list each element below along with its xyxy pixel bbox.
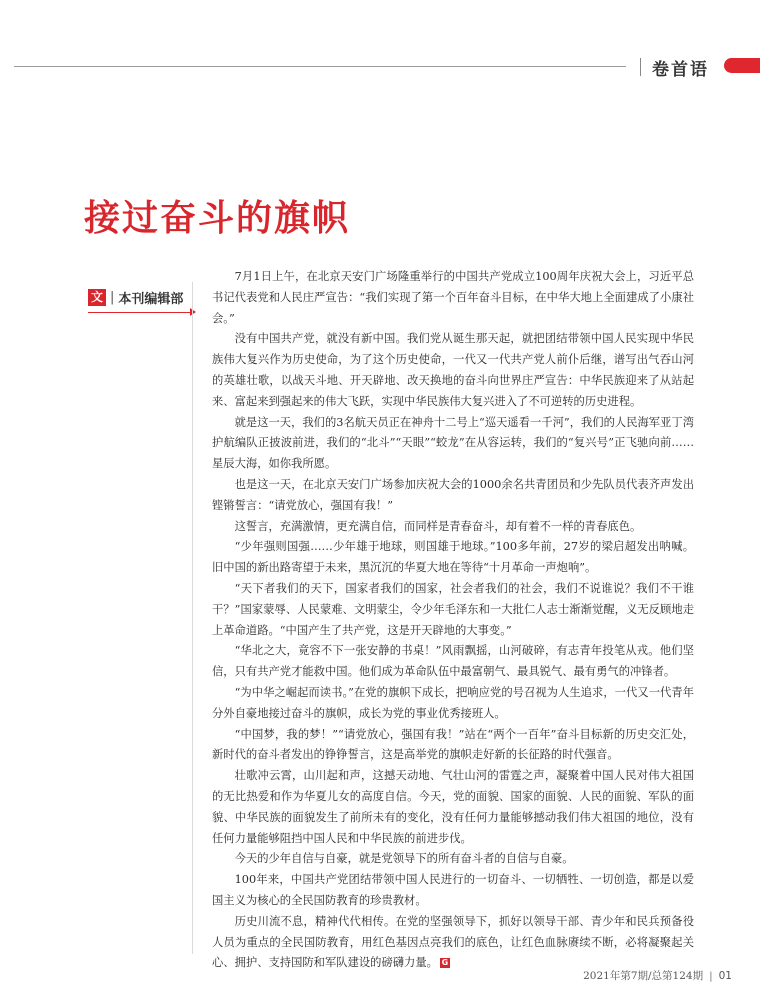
paragraph: 没有中国共产党，就没有新中国。我们党从诞生那天起，就把团结带领中国人民实现中华民族伟大复兴作为历史使命，为了这个历史使命，一代又一代共产党人前仆后继，谱写出气吞山河的英雄壮歌，以战天斗地、开天辟地、改天换地的奋斗向世界庄严宣告：中华民族迎来了从站起来、富起来到强起来的伟大飞跃，实现中华民族伟大复兴进入了不可逆转的历史进程。 (212, 332, 694, 408)
byline-separator: | (110, 290, 115, 305)
paragraph: 7月1日上午，在北京天安门广场隆重举行的中国共产党成立100周年庆祝大会上，习近平总书记代表党和人民庄严宣告：“我们实现了第一个百年奋斗目标，在中华大地上全面建成了小康社会。” (212, 270, 694, 325)
byline-arrow-rule (88, 312, 190, 313)
page-footer (583, 968, 732, 983)
paragraph: “为中华之崛起而读书。”在党的旗帜下成长，把响应党的号召视为人生追求，一代又一代青年分外自豪地接过奋斗的旗帜，成长为党的事业优秀接班人。 (212, 685, 694, 720)
paragraph: 壮歌冲云霄，山川起和声，这撼天动地、气壮山河的雷霆之声，凝聚着中国人民对伟大祖国的无比热爱和作为华夏儿女的高度自信。今天，党的面貌、国家的面貌、人民的面貌、军队的面貌、中华民族的面貌发生了前所未有的变化，没有任何力量能够撼动我们伟大祖国的地位，没有任何力量能够阻挡中国人民和中华民族的前进步伐。 (212, 769, 694, 845)
paragraph: 今天的少年自信与自豪，就是党领导下的所有奋斗者的自信与自豪。 (234, 852, 574, 866)
paragraph: 这誓言，充满激情，更充满自信，而同样是青春奋斗，却有着不一样的青春底色。 (234, 519, 642, 533)
issue-info: 2021年第7期/总第124期 (583, 970, 704, 982)
paragraph: “华北之大，竟容不下一张安静的书桌！”风雨飘摇，山河破碎，有志青年投笔从戎。他们坚信，只有共产党才能救中国。他们成为革命队伍中最富朝气、最具锐气、最有勇气的冲锋者。 (212, 644, 694, 679)
byline-author: 本刊编辑部 (118, 292, 184, 307)
end-mark-icon: G (441, 958, 449, 968)
page-number: 01 (718, 969, 732, 982)
paragraph-last (212, 912, 694, 974)
byline-mark: 文 (88, 289, 106, 306)
byline (88, 288, 183, 307)
paragraph-text: 历史川流不息，精神代代相传。在党的坚强领导下，抓好以领导干部、青少年和民兵预备役人员为重点的全民国防教育，用红色基因点亮我们的底色，让红色血脉赓续不断，必将凝聚起关心、拥护、支持国防和军队建设的磅礴力量。 (212, 914, 694, 970)
paragraph: 就是这一天，我们的3名航天员正在神舟十二号上“巡天遥看一千河”，我们的人民海军亚丁湾护航编队正披波前进，我们的“北斗”“天眼”“蛟龙”在从容运转，我们的“复兴号”正飞驰向前……星辰大海，如你我所愿。 (212, 415, 694, 471)
section-label: 卷首语 (652, 60, 709, 80)
column-divider (192, 282, 193, 954)
paragraph: “少年强则国强……少年雄于地球，则国雄于地球。”100多年前，27岁的梁启超发出呐喊。旧中国的新出路寄望于未来，黑沉沉的华夏大地在等待“十月革命一声炮响”。 (212, 540, 694, 575)
section-tab-marker (724, 58, 760, 73)
article-title: 接过奋斗的旗帜 (84, 198, 351, 239)
footer-separator: | (709, 969, 713, 982)
paragraph: 100年来，中国共产党团结带领中国人民进行的一切奋斗、一切牺牲、一切创造，都是以爱国主义为核心的全民国防教育的珍贵教材。 (212, 873, 694, 907)
article-body (212, 267, 694, 974)
header-rule (14, 66, 626, 67)
paragraph: “天下者我们的天下，国家者我们的国家，社会者我们的社会，我们不说谁说？我们不干谁干？”国家蒙辱、人民蒙难、文明蒙尘，令少年毛泽东和一大批仁人志士渐渐觉醒，义无反顾地走上革命道路。“中国产生了共产党，这是开天辟地的大事变。” (212, 581, 694, 637)
header-divider (640, 58, 641, 76)
paragraph: “中国梦，我的梦！”“请党放心，强国有我！”站在“两个一百年”奋斗目标新的历史交汇处，新时代的奋斗者发出的铮铮誓言，这是高举党的旗帜走好新的长征路的时代强音。 (212, 727, 694, 762)
paragraph: 也是这一天，在北京天安门广场参加庆祝大会的1000余名共青团员和少先队员代表齐声发出铿锵誓言：“请党放心，强国有我！” (212, 477, 694, 512)
